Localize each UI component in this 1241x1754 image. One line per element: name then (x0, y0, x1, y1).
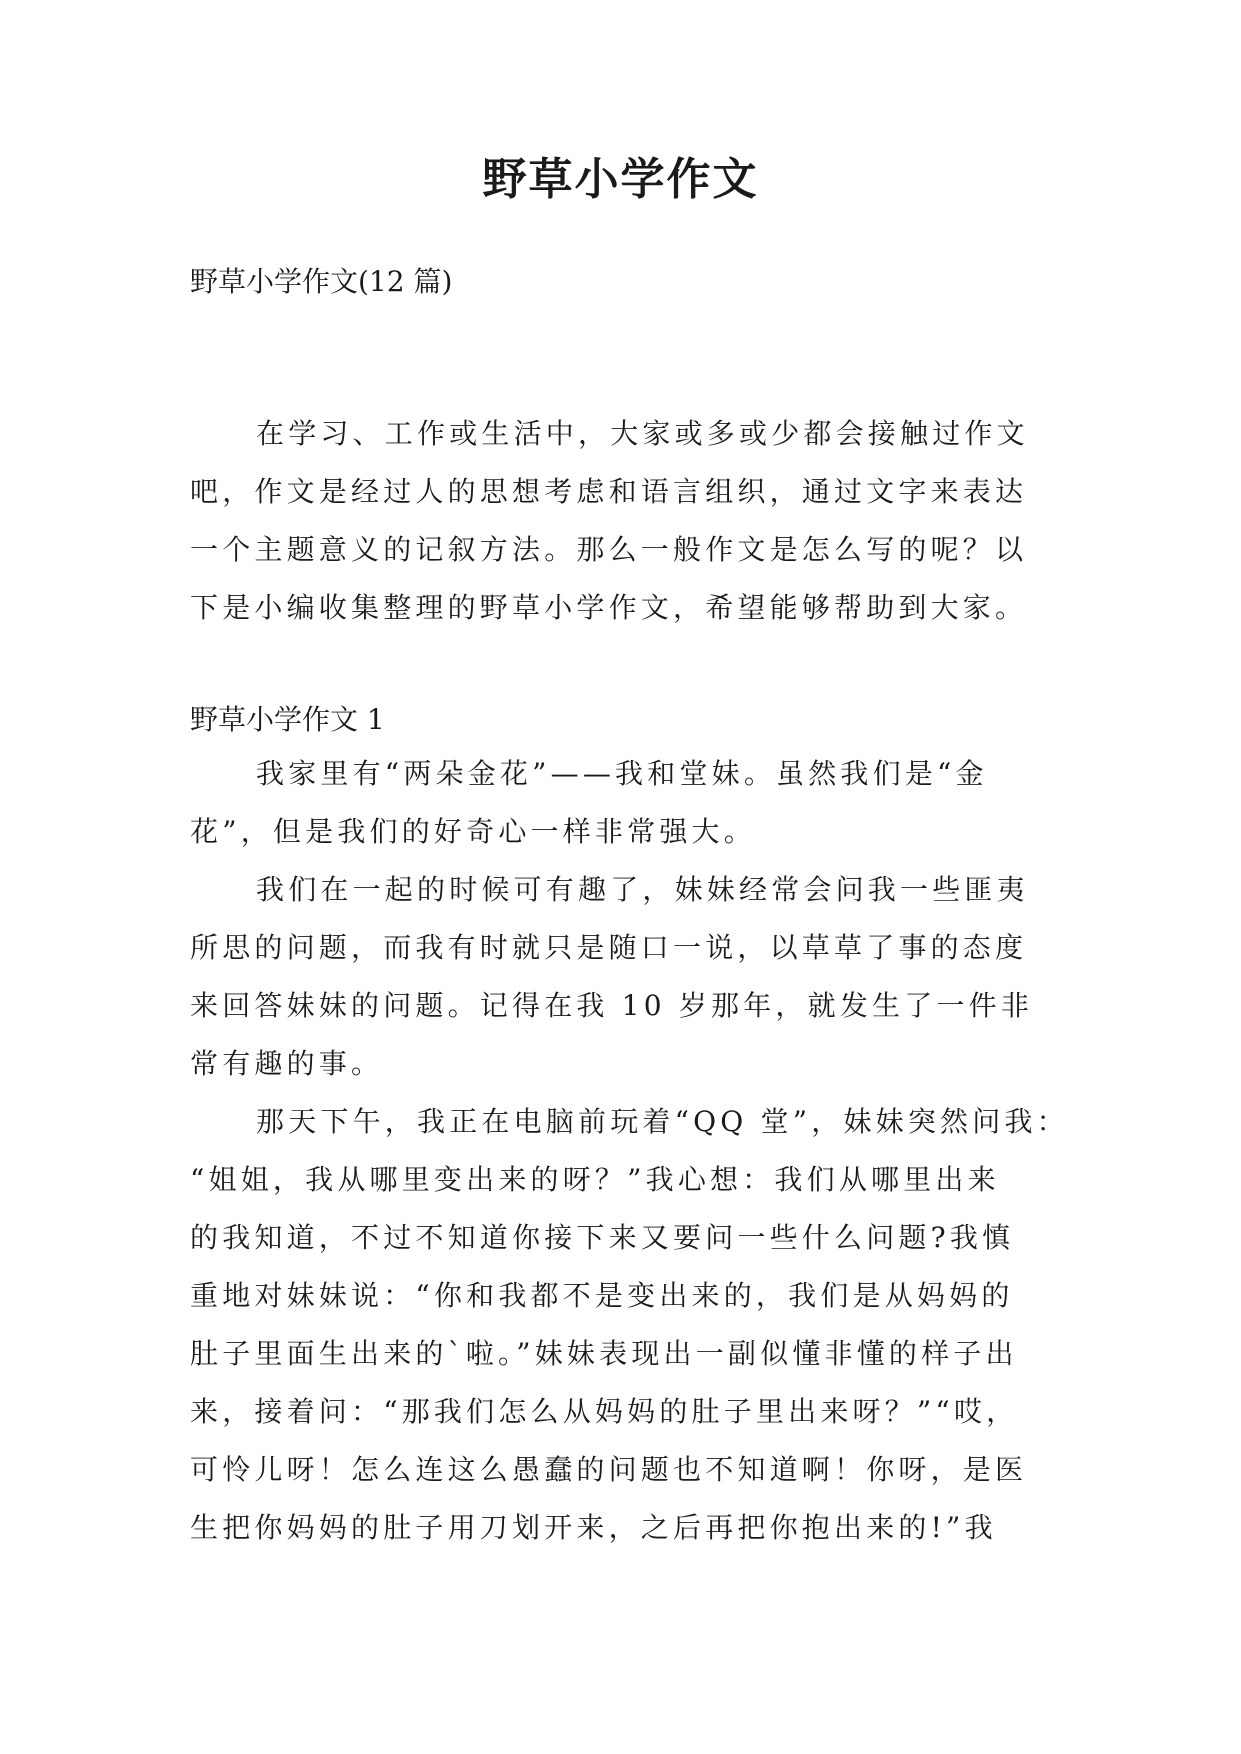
essay-line: 我们在一起的时候可有趣了，妹妹经常会问我一些匪夷 (256, 873, 1029, 906)
essay-line: 常有趣的事。 (190, 1047, 384, 1080)
essay-line: 来回答妹妹的问题。记得在我 10 岁那年，就发生了一件非 (190, 989, 1034, 1022)
document-subtitle: 野草小学作文(12 篇) (190, 265, 453, 298)
essay-line: 所思的问题，而我有时就只是随口一说，以草草了事的态度 (190, 931, 1028, 964)
essay-line: 花”，但是我们的好奇心一样非常强大。 (190, 815, 756, 848)
essay-line: 的我知道，不过不知道你接下来又要问一些什么问题?我慎 (190, 1221, 1015, 1254)
essay-line: 重地对妹妹说：“你和我都不是变出来的，我们是从妈妈的 (190, 1279, 1014, 1312)
intro-line: 在学习、工作或生活中，大家或多或少都会接触过作文 (256, 417, 1029, 450)
essay-line: 可怜儿呀！怎么连这么愚蠢的问题也不知道啊！你呀，是医 (190, 1453, 1028, 1486)
intro-line: 吧，作文是经过人的思想考虑和语言组织，通过文字来表达 (190, 475, 1028, 508)
essay-line: 肚子里面生出来的`啦。”妹妹表现出一副似懂非懂的样子出 (190, 1337, 1018, 1370)
intro-line: 下是小编收集整理的野草小学作文，希望能够帮助到大家。 (190, 591, 1028, 624)
intro-paragraph (190, 405, 1050, 637)
essay-heading: 野草小学作文 1 (190, 703, 385, 736)
intro-line: 一个主题意义的记叙方法。那么一般作文是怎么写的呢？以 (190, 533, 1028, 566)
essay-line: 那天下午，我正在电脑前玩着“QQ 堂”，妹妹突然问我： (256, 1105, 1069, 1138)
essay-body (190, 745, 1069, 1557)
essay-line: 我家里有“两朵金花”——我和堂妹。虽然我们是“金 (256, 757, 988, 790)
essay-line: “姐姐，我从哪里变出来的呀？”我心想：我们从哪里出来 (190, 1163, 1000, 1196)
document-title: 野草小学作文 (482, 154, 759, 205)
essay-line: 生把你妈妈的肚子用刀划开来，之后再把你抱出来的!”我 (190, 1511, 997, 1544)
essay-line: 来，接着问：“那我们怎么从妈妈的肚子里出来呀？”“哎， (190, 1395, 1019, 1428)
